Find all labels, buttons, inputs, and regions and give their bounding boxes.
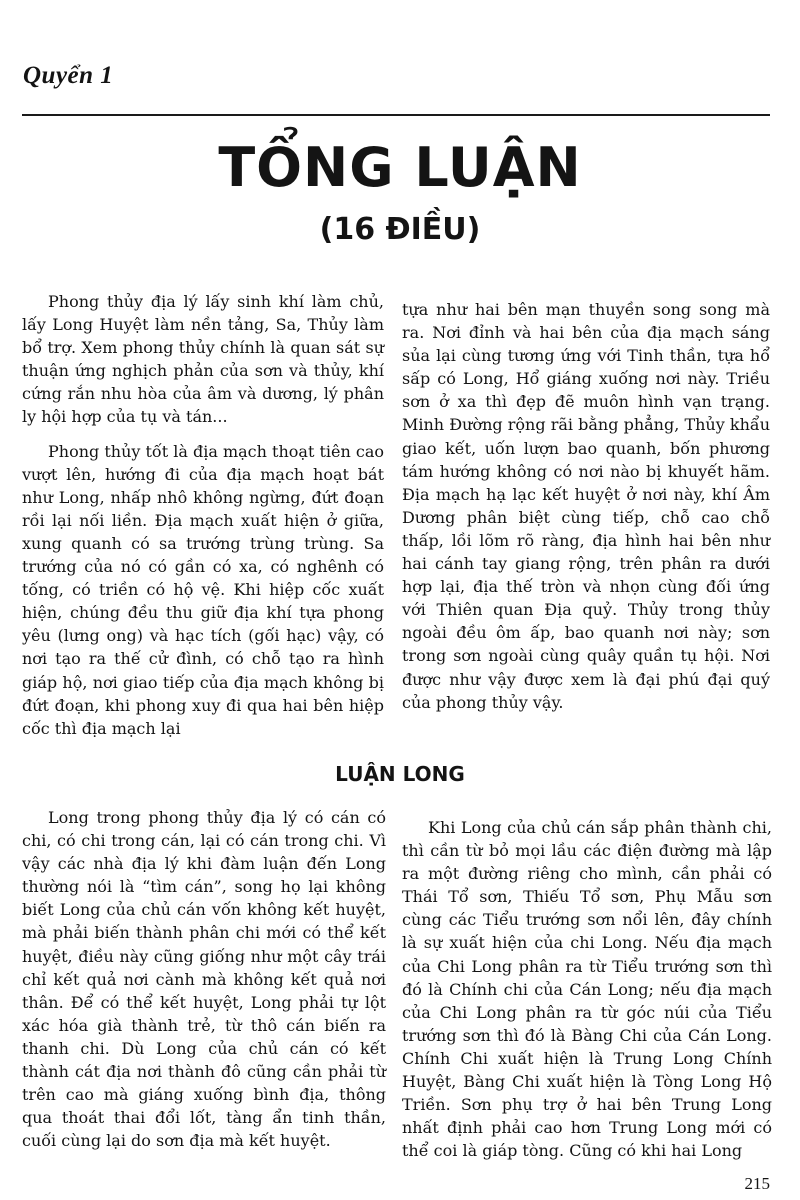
section-heading: LUẬN LONG bbox=[335, 762, 465, 786]
section2-right-column bbox=[402, 816, 772, 1162]
section1-left-column bbox=[22, 290, 384, 740]
section2-left-column bbox=[22, 806, 386, 1152]
paragraph: Khi Long của chủ cán sắp phân thành chi, thì cần từ bỏ mọi lầu các điện đường mà lập ra một đường riêng cho mình, cần phải có Thái Tổ sơn, Thiếu Tổ sơn, Phụ Mẫu sơn cùng các Tiểu trướng sơn nổi lên, đây chính là sự xuất hiện của chi Long. Nếu địa mạch của Chi Long phân ra từ Tiểu trướng sơn thì đó là Chính chi của Cán Long; nếu địa mạch của Chi Long phân ra từ góc núi của Tiểu trướng sơn thì đó là Bàng Chi của Cán Long. Chính Chi xuất hiện là Trung Long Chính Huyệt, Bàng Chi xuất hiện là Tòng Long Hộ Triền. Sơn phụ trợ ở hai bên Trung Long nhất định phải cao hơn Trung Long mới có thể coi là giáp tòng. Cũng có khi hai Long bbox=[402, 818, 772, 1161]
page-number: 215 bbox=[744, 1174, 770, 1193]
header-rule bbox=[22, 114, 770, 116]
running-title: Quyển 1 bbox=[23, 62, 114, 89]
paragraph: Phong thủy tốt là địa mạch thoạt tiên cao vượt lên, hướng đi của địa mạch hoạt bát như Long, nhấp nhô không ngừng, đứt đoạn rồi lại nối liền. Địa mạch xuất hiện ở giữa, xung quanh có sa trướng trùng trùng. Sa trướng của nó có gần có xa, có nghênh có tống, có triền có hộ vệ. Khi hiệp cốc xuất hiện, chúng đều thu giữ địa khí tựa phong yêu (lưng ong) và hạc tích (gối hạc) vậy, có nơi tạo ra thế cử đình, có chỗ tạo ra hình giáp hộ, nơi giao tiếp của địa mạch không bị đứt đoạn, khi phong xuy đi qua hai bên hiệp cốc thì địa mạch lại bbox=[22, 441, 384, 738]
paragraph-continued: tựa như hai bên mạn thuyền song song mà ra. Nơi đỉnh và hai bên của địa mạch sáng sủa lại cùng tương ứng với Tinh thần, tựa hổ sấp có Long, Hổ giáng xuống nơi này. Triều sơn ở xa thì đẹp đẽ muôn hình vạn trạng. Minh Đường rộng rãi bằng phẳng, Thủy khẩu giao kết, uốn lượn bao quanh, bốn phương tám hướng không có nơi nào bị khuyết hãm. Địa mạch hạ lạc kết huyệt ở nơi này, khí Âm Dương phân biệt cùng tiếp, chỗ cao chỗ thấp, lồi lõm rõ ràng, địa hình hai bên như hai cánh tay giang rộng, trên phân ra dưới hợp lại, địa thế tròn và nhọn cùng đối ứng với Thiên quan Địa quỷ. Thủy trong thủy ngoài đều ôm ấp, bao quanh nơi này; sơn trong sơn ngoài cùng quây quần tụ hội. Nơi được như vậy được xem là đại phú đại quý của phong thủy vậy. bbox=[402, 300, 770, 712]
chapter-title: TỔNG LUẬN bbox=[218, 136, 582, 199]
section1-right-column bbox=[402, 298, 770, 714]
chapter-subtitle: (16 ĐIỀU) bbox=[319, 212, 481, 247]
paragraph: Long trong phong thủy địa lý có cán có chi, có chi trong cán, lại có cán trong chi. Vì vậy các nhà địa lý khi đàm luận đến Long thường nói là “tìm cán”, song họ lại không biết Long của chủ cán vốn không kết huyệt, mà phải biến thành phân chi mới có thể kết huyệt, điều này cũng giống như một cây trái chỉ kết quả nơi cành mà không kết quả nơi thân. Để có thể kết huyệt, Long phải tự lột xác hóa già thành trẻ, từ thô cán biến ra thanh chi. Dù Long của chủ cán có kết thành cát địa nơi thành đô cũng cần phải từ trên cao mà giáng xuống bình địa, thông qua thoát thai đổi lốt, tàng ẩn tinh thần, cuối cùng lại do sơn địa mà kết huyệt. bbox=[22, 808, 386, 1151]
paragraph: Phong thủy địa lý lấy sinh khí làm chủ, lấy Long Huyệt làm nền tảng, Sa, Thủy làm bổ trợ. Xem phong thủy chính là quan sát sự thuận ứng nghịch phản của sơn và thủy, khí cứng rắn nhu hòa của âm và dương, lý phân ly hội hợp của tụ và tán... bbox=[22, 292, 384, 427]
